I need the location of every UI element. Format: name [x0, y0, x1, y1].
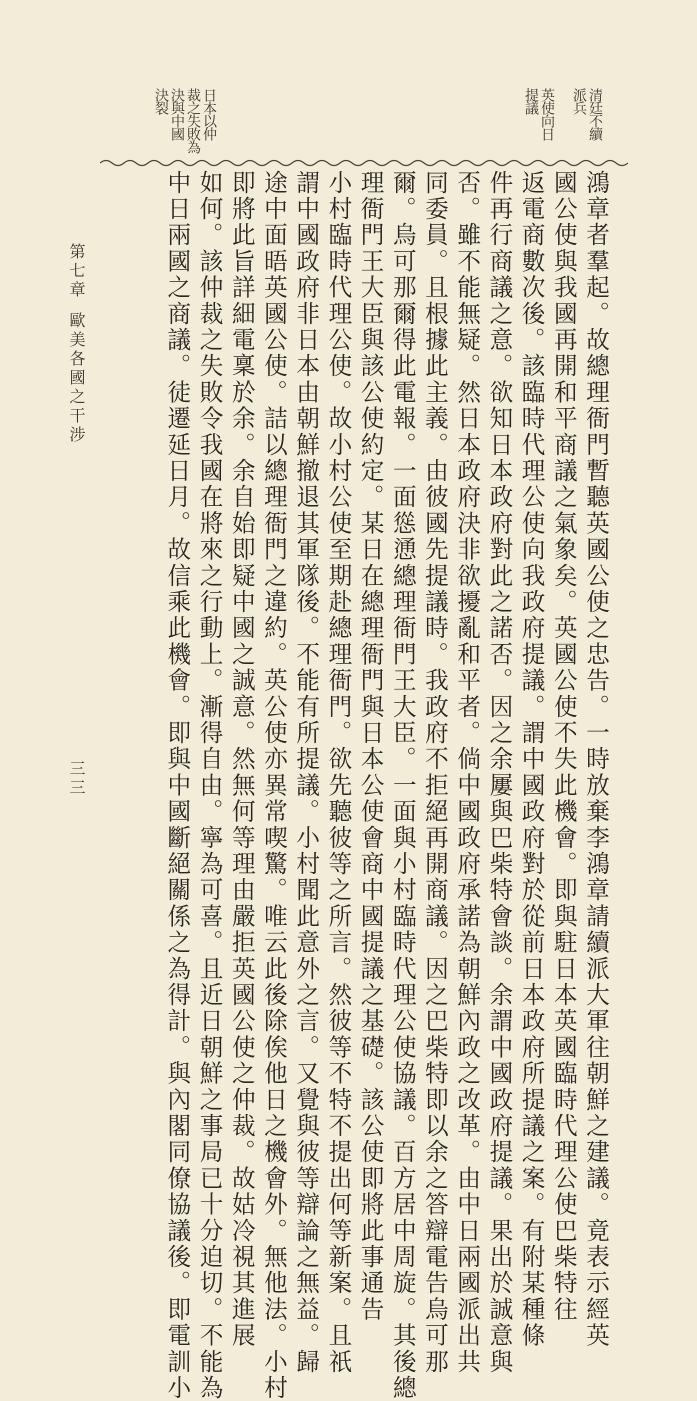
margin-note-line: 決裂 — [153, 88, 169, 114]
text-column: 件再行商議之意。欲知日本政府對此之諾否。因之余屢與巴柴特會談。余謂中國政府提議。果出於誠意與 — [485, 170, 514, 1376]
margin-note — [523, 88, 555, 158]
text-column: 謂中國政府非日本由朝鮮撤退其軍隊後。不能有所提議。小村聞此意外之言。又覺與彼等辯論之無益。歸 — [292, 170, 321, 1376]
running-header — [65, 243, 88, 445]
margin-note-line: 派兵 — [571, 88, 587, 114]
margin-note-line: 決與中國 — [169, 88, 185, 140]
text-column: 途中面晤英國公使。詰以總理衙門之違約。英公使亦異常喫驚。唯云此後除俟他日之機會外。無他法。小村 — [259, 170, 288, 1401]
text-column: 國公使與我國再開和平商議之氣象矣。英國公使不失此機會。即與駐日本英國臨時代理公使巴柴特往 — [549, 170, 578, 1323]
chapter-title: 歐美各國之干涉 — [67, 312, 86, 445]
text-column: 小村臨時代理公使。故小村公使至期赴總理衙門。欲先聽彼等之所言。然彼等不特不提出何等新案。且祇 — [324, 170, 353, 1376]
chapter-number: 第七章 — [67, 243, 86, 300]
wavy-divider — [100, 157, 628, 169]
text-column: 即將此旨詳細電稟於余。余自始即疑中國之誠意。然無何等理由嚴拒英國公使之仲裁。故姑冷視其進展 — [227, 170, 256, 1349]
margin-note — [153, 88, 217, 158]
text-column: 中日兩國之商議。徒遷延日月。故信乘此機會。即與中國斷絕關係之為得計。與內閣同僚協議後。即電訓小 — [163, 170, 192, 1401]
text-column: 返電商數次後。該臨時代理公使向我政府提議。謂中國政府對於從前日本政府所提議之案。有附某種條 — [517, 170, 546, 1349]
margin-note-line: 裁之失敗為 — [185, 88, 201, 153]
margin-note-line: 英使向日 — [539, 88, 555, 140]
margin-note-line: 提議 — [523, 88, 539, 114]
body-text — [161, 170, 612, 1401]
margin-notes — [153, 88, 603, 158]
text-column: 鴻章者羣起。故總理衙門暫聽英國公使之忠告。一時放棄李鴻章請續派大軍往朝鮮之建議。竟表示經英 — [582, 170, 610, 1349]
text-column: 理衙門王大臣與該公使約定。某日在總理衙門與日本公使會商中國提議之基礎。該公使即將此事通告 — [356, 170, 385, 1323]
text-column: 同委員。且根據此主義。由彼國先提議時。我政府不拒絕再開商議。因之巴柴特即以余之答辯電告烏可那 — [420, 170, 449, 1376]
margin-note-line: 日本以仲 — [201, 88, 217, 140]
margin-note-line: 清廷不續 — [587, 88, 603, 140]
page-number: 三三 — [67, 760, 86, 798]
text-column: 爾。烏可那爾得此電報。一面慫慂總理衙門王大臣。一面與小村臨時代理公使協議。百方居中周旋。其後總 — [388, 170, 417, 1401]
text-column: 如何。該仲裁之失敗令我國在將來之行動上。漸得自由。寧為可喜。且近日朝鮮之事局已十分迫切。不能為 — [195, 170, 224, 1401]
text-column: 否。雖不能無疑。然日本政府決非欲擾亂和平者。倘中國政府承諾為朝鮮內政之改革。由中日兩國派出共 — [453, 170, 482, 1376]
margin-note — [571, 88, 603, 158]
